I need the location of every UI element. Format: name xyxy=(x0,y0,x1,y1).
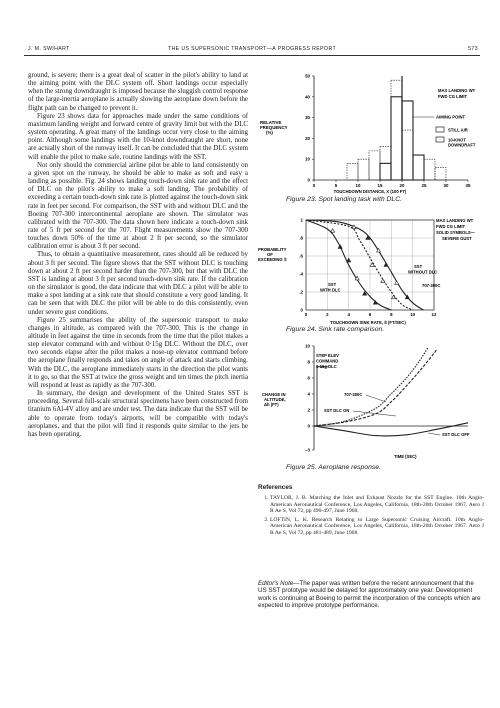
fig25-step-command-line xyxy=(314,367,328,426)
paragraph: Figure 25 summarises the ability of the supersonic transport to make changes in altitude, as compared with the 707-300. This is the change in altitude in feet against the time in seconds from the time that the pilot makes a step elevator command with and without 0·15g DLC. Without the DLC, over two seconds elapse after the pilot makes a nose-up elevator command before the aeroplane finally responds and takes on angle of attack and starts climbing. With the DLC, the aeroplane immediately starts in the direction the pilot wants it to go, so that the SST at twice the gross weight and ten times the pitch inertia will respond at least as rapidly as the 707-300. xyxy=(28,316,248,389)
fig23-y-tick-label: 50 xyxy=(305,73,310,79)
fig24-y-tick-label: .4 xyxy=(299,271,303,277)
fig25-label-dlc-off: SST DLC OFF xyxy=(442,432,470,437)
fig23-x-tick-label: 15 xyxy=(377,183,383,188)
fig23-bar-gust xyxy=(424,159,435,180)
fig25-step-label: COMMAND xyxy=(316,358,339,364)
fig23-x-tick-label: 10 xyxy=(355,183,361,188)
fig23-xlabel: TOUCHDOWN DISTANCE, X (100 FT) xyxy=(333,189,407,194)
fig25-y-tick-label: −3 xyxy=(304,447,310,453)
fig23-y-tick-label: 30 xyxy=(305,115,310,121)
fig25-ylabel-line: Δh (FT) xyxy=(264,402,279,407)
fig23-bar-gust xyxy=(413,155,424,180)
fig23-ylabel-line: RELATIVE xyxy=(260,120,282,125)
fig24-y-tick-label: 1 xyxy=(300,217,303,223)
fig24-x-tick-label: 2 xyxy=(326,312,329,317)
fig24-data-point xyxy=(391,295,395,299)
fig25-y-tick-label: 0 xyxy=(307,423,310,429)
fig24-y-tick-label: .8 xyxy=(299,235,303,241)
fig24-label-707: 707-300C xyxy=(422,283,441,288)
fig24-x-tick-label: 6 xyxy=(368,312,372,317)
fig23-ylabel-line: (%) xyxy=(266,130,273,135)
fig24-ylabel-line: PROBABILITY xyxy=(258,247,287,252)
fig23-bar-gust xyxy=(358,159,369,180)
fig24-legend-line: MAX LANDING WT xyxy=(436,218,474,223)
fig23-x-tick-label: 0 xyxy=(312,183,316,188)
references-section xyxy=(258,484,484,539)
fig23-x-tick-label: 5 xyxy=(334,183,338,188)
references-list xyxy=(258,495,484,537)
fig24-legend-line: SEVERE GUST xyxy=(442,236,472,241)
fig24-ylabel-line: EXCEEDING Ṡ xyxy=(258,257,287,262)
fig23-bar-still-air xyxy=(380,163,391,180)
fig25-label-dlc-on: SST DLC ON xyxy=(324,408,350,413)
page-number: 573 xyxy=(468,46,478,52)
figure-24 xyxy=(258,214,486,338)
editors-note-text: —The paper was written before the recent announcement that the US SST prototype would be delayed for approximately one year. Development work is continuing at Boeing to permit the incorporation of the concepts which are expected to improve prototype performance. xyxy=(258,580,481,610)
fig24-y-tick-label: 0 xyxy=(300,307,303,313)
fig24-data-point xyxy=(347,258,351,262)
fig24-x-tick-label: 8 xyxy=(390,312,393,317)
fig23-bar-still-air xyxy=(402,101,413,180)
fig23-y-tick-label: 10 xyxy=(305,156,310,162)
figure-25 xyxy=(258,340,486,476)
fig24-x-tick-label: 10 xyxy=(410,312,416,317)
fig23-x-tick-label: 35 xyxy=(465,183,471,188)
fig24-line-sst-without-dlc xyxy=(306,220,423,310)
fig25-xlabel: TIME (SEC) xyxy=(394,454,417,459)
fig23-bar-gust xyxy=(347,163,358,180)
fig24-legend-line: SOLID SYMBOLS— xyxy=(436,230,475,235)
fig25-step-label: 0·15g DLC xyxy=(316,364,337,369)
fig24-chart xyxy=(258,214,486,326)
fig23-legend-gust: 10-KNOT xyxy=(448,137,466,143)
fig23-y-tick-label: 20 xyxy=(305,135,310,141)
fig23-bar-gust xyxy=(402,130,413,180)
fig24-label-sst-without: SST xyxy=(414,264,423,269)
fig23-bar-still-air xyxy=(413,155,424,180)
fig25-y-tick-label: 6 xyxy=(307,375,310,381)
fig23-legend-swatch-gust xyxy=(436,137,444,142)
fig23-x-tick-label: 20 xyxy=(399,183,405,188)
fig25-caption: Figure 25. Aeroplane response. xyxy=(286,464,381,471)
fig24-data-point xyxy=(331,229,335,233)
fig23-caption: Figure 23. Spot landing task with DLC. xyxy=(286,196,402,203)
fig25-leader-707 xyxy=(366,395,386,402)
fig23-chart xyxy=(258,72,486,196)
fig24-ylabel-line: OF xyxy=(267,252,273,257)
editors-note xyxy=(258,580,484,610)
fig25-y-tick-label: 10 xyxy=(305,343,310,349)
reference-item: 1. TAYLOR, J. B. Matching the Inlet and Exhaust Nozzle for the SST Engine. 10th Anglo-American Aeronautical Conference, Los Angeles, California, 18th-20th October 1967. Aero J R Ae S, Vol 72, pp 490-497, June 1968. xyxy=(270,495,484,515)
fig24-x-tick-label: 0 xyxy=(304,312,308,317)
fig24-legend-line: FWD CG LIMIT xyxy=(436,224,466,229)
fig24-line-707 xyxy=(306,220,413,310)
fig25-label-707: 707-300C xyxy=(344,392,363,397)
fig23-legend-swatch-still-air xyxy=(436,127,444,132)
header-title: THE US SUPERSONIC TRANSPORT—A PROGRESS REPORT xyxy=(167,46,337,52)
fig23-y-tick-label: 0 xyxy=(307,177,310,183)
fig23-bar-gust xyxy=(369,151,380,180)
paragraph: Thus, to obtain a quantitative measurement, rates should all be reduced by about 3 ft per second. The figure shows that the SST without DLC is touching down at about 2 ft per second harder than the 707-300, but that with DLC the SST is landing at about 3 ft per second touch-down sink rate. If the calibration on the simulator is good, the data indicate that with DLC a pilot will be able to make a spot landing at a sink rate that should constitute a very good landing. It can be seen that with DLC the pilot will be able to do this consistently, even under severe gust conditions. xyxy=(28,251,248,316)
fig24-data-point xyxy=(395,281,399,285)
fig23-bar-gust xyxy=(435,168,446,180)
header-rule xyxy=(24,55,480,56)
references-heading: References xyxy=(258,484,293,491)
fig23-legend-still-air: STILL AIR xyxy=(448,127,468,133)
fig23-x-tick-label: 25 xyxy=(421,183,427,188)
fig25-ylabel-line: CHANGE IN xyxy=(262,392,286,397)
editors-note-label: Editor's Note xyxy=(258,580,294,587)
fig24-xlabel: TOUCHDOWN SINK RATE, Ṡ (FT/SEC) xyxy=(330,320,406,325)
fig23-y-tick-label: 40 xyxy=(305,94,310,100)
body-text-column xyxy=(28,72,248,439)
fig25-step-label: STEP ELEV xyxy=(316,353,339,358)
paragraph: Not only should the commercial airline pilot be able to land consistently on a given spot on the runway, he should be able to make as soft and easy a landing as possible. Fig. 24 shows landing touch-down sink rate and the effect of DLC on the pilot's ability to make a soft landing. The probability of exceeding a certain touch-down sink rate is plotted against the touch-down sink rate in feet per second. For comparison, the SST with and without DLC and the Boeing 707-300 intercontinental aeroplane are shown. The simulator was calibrated with the 707-300. The data shown here indicate a touch-down sink rate of 5 ft per second for the 707. Flight measurements show the 707-300 touches down 50% of the time at about 2 ft per second, so the simulator calibration error is about 3 ft per second. xyxy=(28,161,248,251)
fig24-label-sst-with: WITH DLC xyxy=(320,287,341,293)
fig24-x-tick-label: 4 xyxy=(347,312,350,317)
fig24-data-point xyxy=(338,245,342,249)
figure-23 xyxy=(258,72,486,208)
fig23-bar-still-air xyxy=(391,97,402,180)
fig24-y-tick-label: .6 xyxy=(299,253,303,259)
fig25-chart xyxy=(258,340,486,464)
fig24-caption: Figure 24. Sink rate comparison. xyxy=(286,326,385,333)
paragraph: Figure 23 shows data for approaches made under the same conditions of maximum landing weight and forward centre of gravity limit but with the DLC system operating. A great many of the landings occur very close to the aiming point. Although some landings with the 10-knot downdraught are short, none are actually short of the runway itself. It can be concluded that the DLC system will enable the pilot to make safe, routine landings with the SST. xyxy=(28,112,248,161)
fig23-aiming-label: AIMING POINT xyxy=(436,114,466,120)
fig23-ylabel-line: FREQUENCY xyxy=(260,125,288,130)
fig24-x-tick-label: 12 xyxy=(431,312,437,317)
header-author: J. M. SWIHART xyxy=(28,46,70,52)
fig23-legend-title: FWD CG LIMIT xyxy=(438,94,468,99)
fig24-y-tick-label: .2 xyxy=(299,289,303,295)
fig25-leader-dlc-off xyxy=(428,433,440,435)
paragraph: In summary, the design and development of the United States SST is proceeding. Several full-scale structural specimens have been constructed from titanium 6Al-4V alloy and are under test. The data indicate that the SST will be able to operate from today's airports, will be compatible with today's aeroplanes, and that the pilot will find it responds quite similar to the jets he has been operating. xyxy=(28,390,248,438)
fig23-legend-gust: DOWNDRAFT xyxy=(448,142,476,148)
fig24-label-sst-without: WITHOUT DLC xyxy=(408,269,438,275)
fig24-label-sst-with: SST xyxy=(328,282,337,287)
reference-item: 2. LOFTIN, L. K. Research Relating to Large Supersonic Cruising Aircraft. 10th Anglo-American Aeronautical Conference, Los Angeles, California, 18th-20th October 1967. Aero J R Ae S, Vol 72, pp 481-489, June 1968. xyxy=(270,517,484,537)
fig23-x-tick-label: 30 xyxy=(443,183,449,188)
fig25-y-tick-label: 2 xyxy=(307,407,310,413)
paragraph: ground, is severe; there is a great deal of scatter in the pilot's ability to land at the aiming point with the DLC system off. Short landings occur especially when the strong downdraught is imposed because the sluggish control response of the large-inertia aeroplane is actually slowing the aeroplane down before the flight path can be changed to prevent it. xyxy=(28,72,248,112)
fig25-y-tick-label: 8 xyxy=(307,359,310,365)
fig25-ylabel-line: ALTITUDE, xyxy=(264,397,286,402)
fig23-legend-title: MAX LANDING WT xyxy=(438,88,476,93)
fig23-bar-gust xyxy=(391,80,402,180)
fig25-leader-dlc-on xyxy=(353,411,396,416)
fig25-y-tick-label: 4 xyxy=(307,391,310,397)
